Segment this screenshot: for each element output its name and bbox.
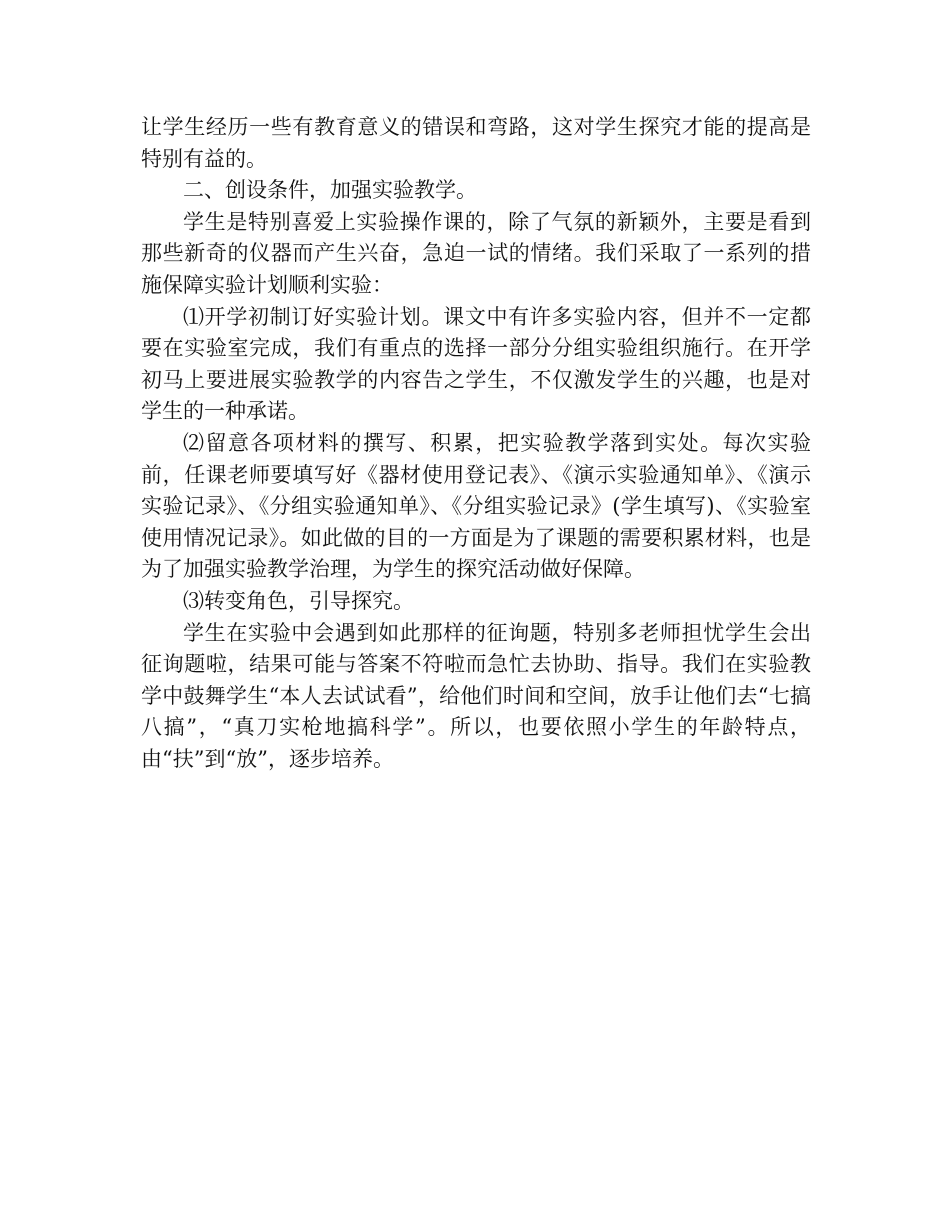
paragraph-item-1: ⑴开学初制订好实验计划。课文中有许多实验内容，但并不一定都要在实验室完成，我们有重点的选择一部分分组实验组织施行。在开学初马上要进展实验教学的内容告之学生，不仅激发学生的兴趣，也是对学生的一种承诺。 bbox=[141, 304, 811, 424]
document-body bbox=[141, 112, 811, 775]
paragraph-item-2: ⑵留意各项材料的撰写、积累，把实验教学落到实处。每次实验前，任课老师要填写好《器材使用登记表》、《演示实验通知单》、《演示实验记录》、《分组实验通知单》、《分组实验记录》(学生填写)、《实验室使用情况记录》。如此做的目的一方面是为了课题的需要积累材料，也是为了加强实验教学治理，为学生的探究活动做好保障。 bbox=[141, 430, 811, 582]
paragraph-item-3-body: 学生在实验中会遇到如此那样的征询题，特别多老师担忧学生会出征询题啦，结果可能与答案不符啦而急忙去协助、指导。我们在实验教学中鼓舞学生“本人去试试看”，给他们时间和空间，放手让他们去“七搞八搞”，“真刀实枪地搞科学”。所以，也要依照小学生的年龄特点，由“扶”到“放”，逐步培养。 bbox=[141, 620, 811, 771]
paragraph-continuation: 让学生经历一些有教育意义的错误和弯路，这对学生探究才能的提高是特别有益的。 bbox=[141, 115, 811, 171]
paragraph-intro: 学生是特别喜爱上实验操作课的，除了气氛的新颖外，主要是看到那些新奇的仪器而产生兴奋，急迫一试的情绪。我们采取了一系列的措施保障实验计划顺利实验： bbox=[141, 209, 811, 297]
paragraph-item-3-heading: ⑶转变角色，引导探究。 bbox=[183, 588, 414, 613]
section-heading: 二、创设条件，加强实验教学。 bbox=[183, 178, 477, 203]
